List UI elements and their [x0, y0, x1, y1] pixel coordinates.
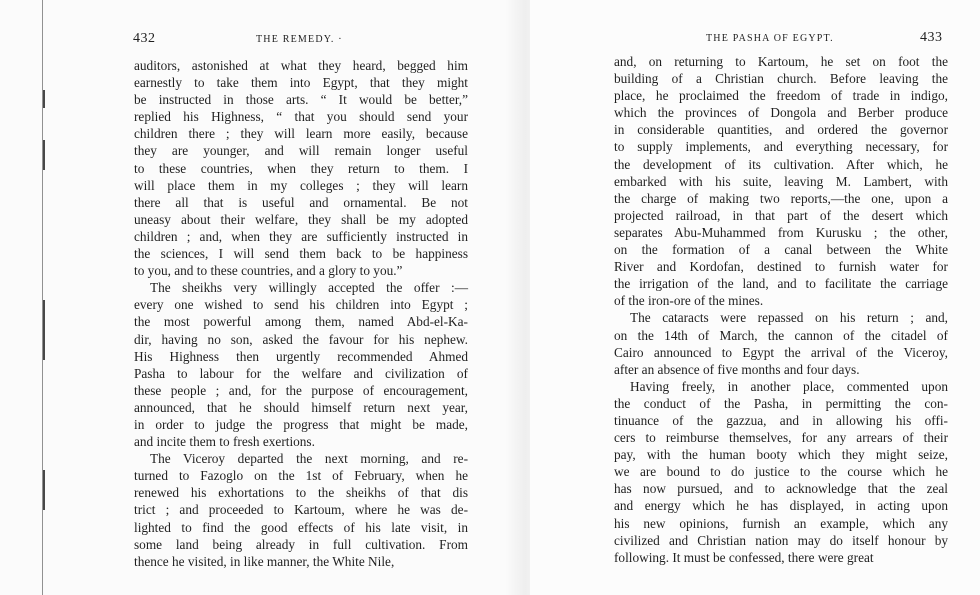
text-line: they are younger, and will remain longer useful [134, 143, 468, 159]
text-line: we are bound to do justice to the course which he [614, 464, 948, 480]
text-line: uneasy about their welfare, they shall be my adopted [134, 211, 468, 227]
text-line: and, on returning to Kartoum, he set on foot the [614, 54, 948, 69]
text-line: Cairo announced to Egypt the arrival of the Viceroy, [614, 344, 948, 360]
text-line: which the provinces of Dongola and Berber produce [614, 105, 948, 121]
text-line: children ; and, when they are sufficiently instructed in [134, 228, 468, 244]
text-line: in order to judge the progress that might be made, [134, 416, 468, 432]
text-line: trict ; and proceeded to Kartoum, where he was de- [134, 502, 468, 518]
text-line: of the iron-ore of the mines. [614, 293, 764, 309]
text-line: the conduct of the Pasha, in permitting the con- [614, 395, 948, 411]
text-line: every one wished to send his children into Egypt ; [134, 297, 468, 313]
text-line: renewed his exhortations to the sheikhs of that dis [134, 485, 468, 501]
left-page-number [133, 30, 156, 47]
text-line: Pasha to labour for the welfare and civilization of [134, 365, 468, 381]
text-line: River and Kordofan, destined to furnish water for [614, 259, 948, 275]
text-line: children there ; they will learn more easily, because [134, 126, 468, 142]
text-line: his new opinions, furnish an example, which any [614, 515, 948, 531]
text-line: turned to Fazoglo on the 1st of February, when he [134, 468, 468, 484]
page-number-text: 432 [133, 31, 156, 46]
text-line: some land being already in full cultivation. From [134, 536, 468, 552]
text-line: embarked with his suite, leaving M. Lambert, with [614, 173, 948, 189]
edge-mark [43, 140, 45, 170]
text-line: The sheikhs very willingly accepted the offer :— [150, 280, 468, 296]
text-line: pay, with the human booty which they might seize, [614, 447, 948, 463]
text-line: earnestly to take them into Egypt, that they might [134, 75, 468, 91]
text-line: tinuance of the gazzua, and in allowing his offi- [614, 412, 948, 428]
text-line: dir, having no son, asked the favour for his nephew. [134, 331, 468, 347]
text-line: the charge of making two reports,—the one, upon a [614, 190, 948, 206]
right-page-number [920, 29, 943, 46]
text-line: the development of its cultivation. After which, he [614, 156, 948, 172]
text-line: civilized and Christian nation may do itself honour by [614, 532, 948, 548]
text-line: announced, that he should himself return next year, [134, 399, 468, 415]
text-line: the irrigation of the land, and to facilitate the carriage [614, 276, 948, 292]
text-line: to you, and to these countries, and a glory to you.” [134, 263, 403, 279]
left-page-body [134, 57, 468, 570]
text-line: on the 14th of March, the cannon of the citadel of [614, 327, 948, 343]
page-number-text: 433 [920, 30, 943, 45]
right-running-title: THE PASHA OF EGYPT. [706, 33, 834, 44]
left-running-title: THE REMEDY. · [256, 34, 343, 45]
text-line: following. It must be confessed, there were great [614, 549, 874, 565]
text-line: there all that is useful and ornamental. Be not [134, 194, 468, 210]
text-line: these people ; and, for the purpose of encouragement, [134, 382, 468, 398]
text-line: replied his Highness, “ that you should send your [134, 109, 468, 125]
text-line: the sciences, I will send them back to be happiness [134, 246, 468, 262]
text-line: thence he visited, in like manner, the White Nile, [134, 553, 395, 569]
text-line: will place them in my colleges ; they will learn [134, 177, 468, 193]
text-line: lighted to find the good effects of his late visit, in [134, 519, 468, 535]
text-line: on the formation of a canal between the White [614, 242, 948, 258]
edge-mark [43, 470, 45, 510]
text-line: The Viceroy departed the next morning, and re- [150, 451, 468, 467]
text-line: to these countries, when they return to them. I [134, 160, 468, 176]
text-line: be instructed in those arts. “ It would be better,” [134, 92, 468, 108]
text-line: after an absence of five months and four days. [614, 361, 860, 377]
text-line: building of a Christian church. Before leaving the [614, 71, 948, 87]
text-line: His Highness then urgently recommended Ahmed [134, 348, 468, 364]
text-line: place, he proclaimed the freedom of trade in indigo, [614, 88, 948, 104]
text-line: and incite them to fresh exertions. [134, 434, 315, 450]
text-line: separates Abu-Muhammed from Kurusku ; the other, [614, 224, 948, 240]
text-line: the most powerful among them, named Abd-el-Ka- [134, 314, 468, 330]
text-line: and energy which he has displayed, in acting upon [614, 498, 948, 514]
edge-mark [43, 300, 45, 360]
text-line: projected railroad, in that part of the desert which [614, 207, 948, 223]
text-line: The cataracts were repassed on his return ; and, [630, 310, 948, 326]
text-line: to supply implements, and everything necessary, for [614, 139, 948, 155]
text-line: auditors, astonished at what they heard, begged him [134, 58, 468, 73]
text-line: cers to reimburse themselves, for any arrears of their [614, 430, 948, 446]
text-line: in considerable quantities, and ordered the governor [614, 122, 948, 138]
right-page-body [614, 53, 948, 566]
text-line: has now pursued, and to acknowledge that the zeal [614, 481, 948, 497]
text-line: Having freely, in another place, commented upon [630, 378, 948, 394]
edge-mark [43, 90, 45, 108]
